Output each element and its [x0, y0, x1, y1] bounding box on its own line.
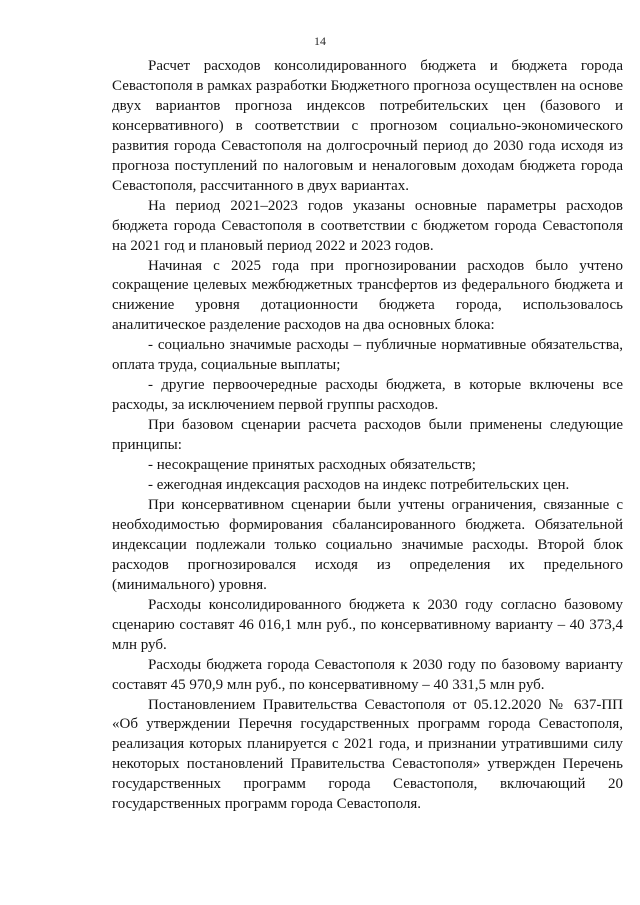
page-number: 14: [314, 34, 326, 48]
paragraph-period-2021-2023: На период 2021–2023 годов указаны основные параметры расходов бюджета города Севастополя в соответствии с бюджетом города Севастополя на 2021 год и плановый период 2022 и 2023 годов.: [112, 197, 623, 254]
list-item-other-expenses: - другие первоочередные расходы бюджета, в которые включены все расходы, за исключением первой группы расходов.: [112, 377, 623, 414]
paragraph-consolidated-budget-2030: Расходы консолидированного бюджета к 2030 году согласно базовому сценарию составят 46 016,1 млн руб., по консервативному варианту – 40 373,4 млн руб.: [112, 596, 623, 653]
paragraph-from-2025: Начиная с 2025 года при прогнозировании расходов было учтено сокращение целевых межбюджетных трансфертов из федерального бюджета и снижение уровня дотационности бюджета города, использовалось аналитическое разделение расходов на два основных блока:: [112, 257, 623, 334]
paragraph-budget-calculation: Расчет расходов консолидированного бюджета и бюджета города Севастополя в рамках разработки Бюджетного прогноза осуществлен на основе двух вариантов прогноза индексов потребительских цен (базового и консервативного) в соответствии с прогнозом социально-экономического развития города Севастополя на долгосрочный период до 2030 года исходя из прогноза поступлений по налоговым и неналоговым доходам бюджета города Севастополя, рассчитанного в двух вариантах.: [112, 58, 623, 194]
paragraph-government-resolution: Постановлением Правительства Севастополя от 05.12.2020 № 637-ПП «Об утверждении Перечня государственных программ города Севастополя, реализация которых планируется с 2021 года, и признании утратившими силу некоторых постановлений Правительства Севастополя» утвержден Перечень государственных программ города Севастополя, включающий 20 государственных программ города Севастополя.: [112, 696, 623, 813]
list-item-annual-indexation: - ежегодная индексация расходов на индекс потребительских цен.: [148, 477, 570, 494]
list-item-social-expenses: - социально значимые расходы – публичные нормативные обязательства, оплата труда, социальные выплаты;: [112, 337, 623, 374]
list-item-no-reduction: - несокращение принятых расходных обязательств;: [148, 457, 476, 474]
paragraph-base-scenario-principles: При базовом сценарии расчета расходов были применены следующие принципы:: [112, 417, 623, 454]
document-body: [112, 57, 623, 815]
paragraph-conservative-scenario: При консервативном сценарии были учтены ограничения, связанные с необходимостью формирования сбалансированного бюджета. Обязательной индексации подлежали только социально значимые расходы. Второй блок расходов прогнозировался исходя из определения их предельного (минимального) уровня.: [112, 496, 623, 593]
paragraph-city-budget-2030: Расходы бюджета города Севастополя к 2030 году по базовому варианту составят 45 970,9 млн руб., по консервативному – 40 331,5 млн руб.: [112, 656, 623, 693]
